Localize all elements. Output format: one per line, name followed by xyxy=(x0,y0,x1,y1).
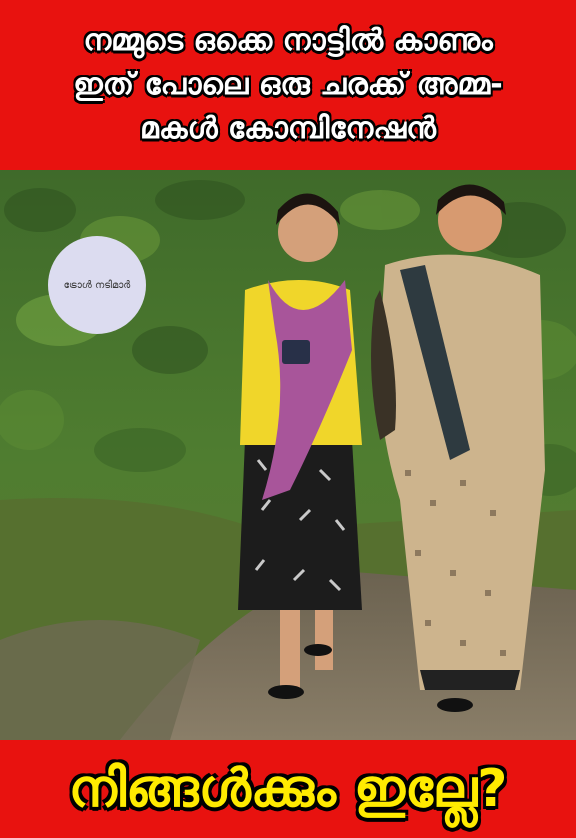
watermark-badge xyxy=(48,236,146,334)
watermark-text: ട്രോൾ നടിമാർ xyxy=(63,279,131,291)
caption-line-1: നമ്മുടെ ഒക്കെ നാട്ടിൽ കാണും xyxy=(83,23,493,58)
top-caption-banner xyxy=(0,0,576,170)
bottom-caption-banner xyxy=(0,740,576,838)
bottom-caption: നിങ്ങൾക്കും ഇല്ലേ? xyxy=(68,758,508,819)
caption-line-3: മകൾ കോമ്പിനേഷൻ xyxy=(139,111,436,146)
caption-line-2: ഇത് പോലെ ഒരു ചരക്ക് അമ്മ- xyxy=(73,67,503,102)
